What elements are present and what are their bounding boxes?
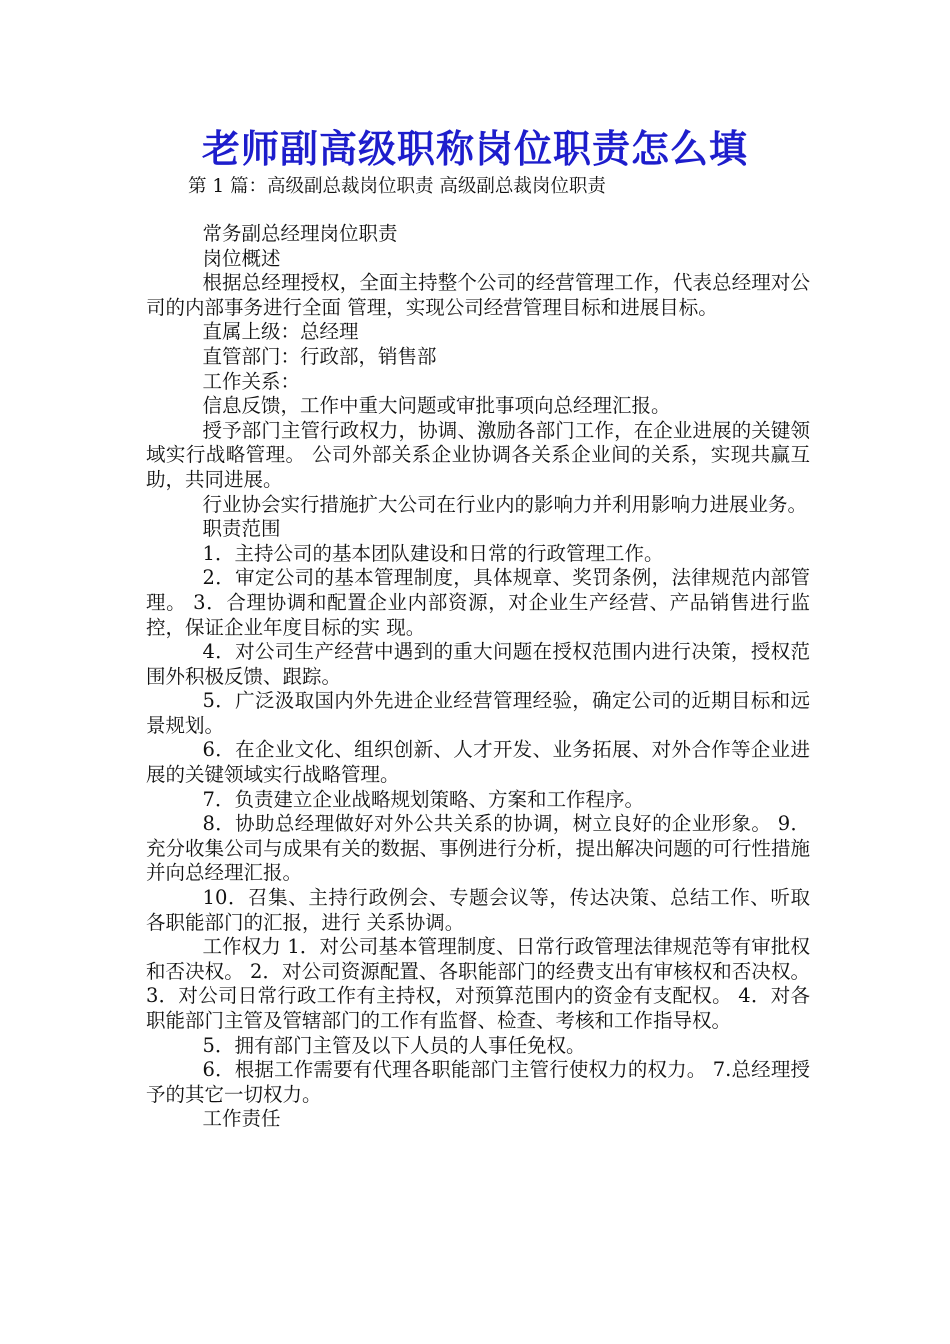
paragraph: 根据总经理授权，全面主持整个公司的经营管理工作，代表总经理对公司的内部事务进行全面 管理，实现公司经营管理目标和进展目标。 [146,271,810,319]
paragraph: 6．根据工作需要有代理各职能部门主管行使权力的权力。 7.总经理授予的其它一切权力。 [146,1058,810,1106]
paragraph: 5．广泛汲取国内外先进企业经营管理经验，确定公司的近期目标和远景规划。 [146,689,810,737]
paragraph: 工作责任 [202,1107,281,1131]
paragraph: 常务副总经理岗位职责 [202,222,398,245]
paragraph: 职责范围 [202,517,281,541]
paragraph: 1．主持公司的基本团队建设和日常的行政管理工作。 [202,541,664,565]
paragraph: 工作权力 1．对公司基本管理制度、日常行政管理法律规范等有审批权和否决权。 2．对公司资源配置、各职能部门的经费支出有审核权和否决权。 3．对公司日常行政工作有主持权，对预算范围内的资金有支配权。 4．对各职能部门主管及管辖部门的工作有监督、检查、考核和工作指导权。 [146,935,810,1032]
paragraph: 岗位概述 [202,246,281,270]
paragraph: 4．对公司生产经营中遇到的重大问题在授权范围内进行决策，授权范围外积极反馈、跟踪。 [146,640,810,688]
paragraph: 授予部门主管行政权力，协调、激励各部门工作，在企业进展的关键领域实行战略管理。 公司外部关系企业协调各关系企业间的关系，实现共赢互助，共同进展。 [146,418,810,491]
paragraph: 5．拥有部门主管及以下人员的人事任免权。 [202,1033,586,1057]
paragraph: 6．在企业文化、组织创新、人才开发、业务拓展、对外合作等企业进展的关键领域实行战略管理。 [146,738,810,787]
document-body [146,222,810,1132]
paragraph: 行业协会实行措施扩大公司在行业内的影响力并利用影响力进展业务。 [202,492,808,516]
paragraph: 2．审定公司的基本管理制度，具体规章、奖罚条例，法律规范内部管理。 3．合理协调和配置企业内部资源，对企业生产经营、产品销售进行监控，保证企业年度目标的实 现。 [146,566,810,639]
paragraph: 直属上级：总经理 [202,320,359,344]
document-title: 老师副高级职称岗位职责怎么填 [201,127,748,171]
paragraph: 信息反馈，工作中重大问题或审批事项向总经理汇报。 [202,394,671,418]
document-subtitle: 第 1 篇：高级副总裁岗位职责 高级副总裁岗位职责 [188,176,606,197]
paragraph: 工作关系： [202,369,301,393]
paragraph: 8．协助总经理做好对外公共关系的协调，树立良好的企业形象。 9．充分收集公司与成果有关的数据、事例进行分析，提出解决问题的可行性措施并向总经理汇报。 [146,812,810,885]
paragraph: 7．负责建立企业战略规划策略、方案和工作程序。 [202,787,644,811]
paragraph: 10．召集、主持行政例会、专题会议等，传达决策、总结工作、听取各职能部门的汇报，进行 关系协调。 [146,886,810,934]
paragraph: 直管部门：行政部，销售部 [202,344,437,368]
